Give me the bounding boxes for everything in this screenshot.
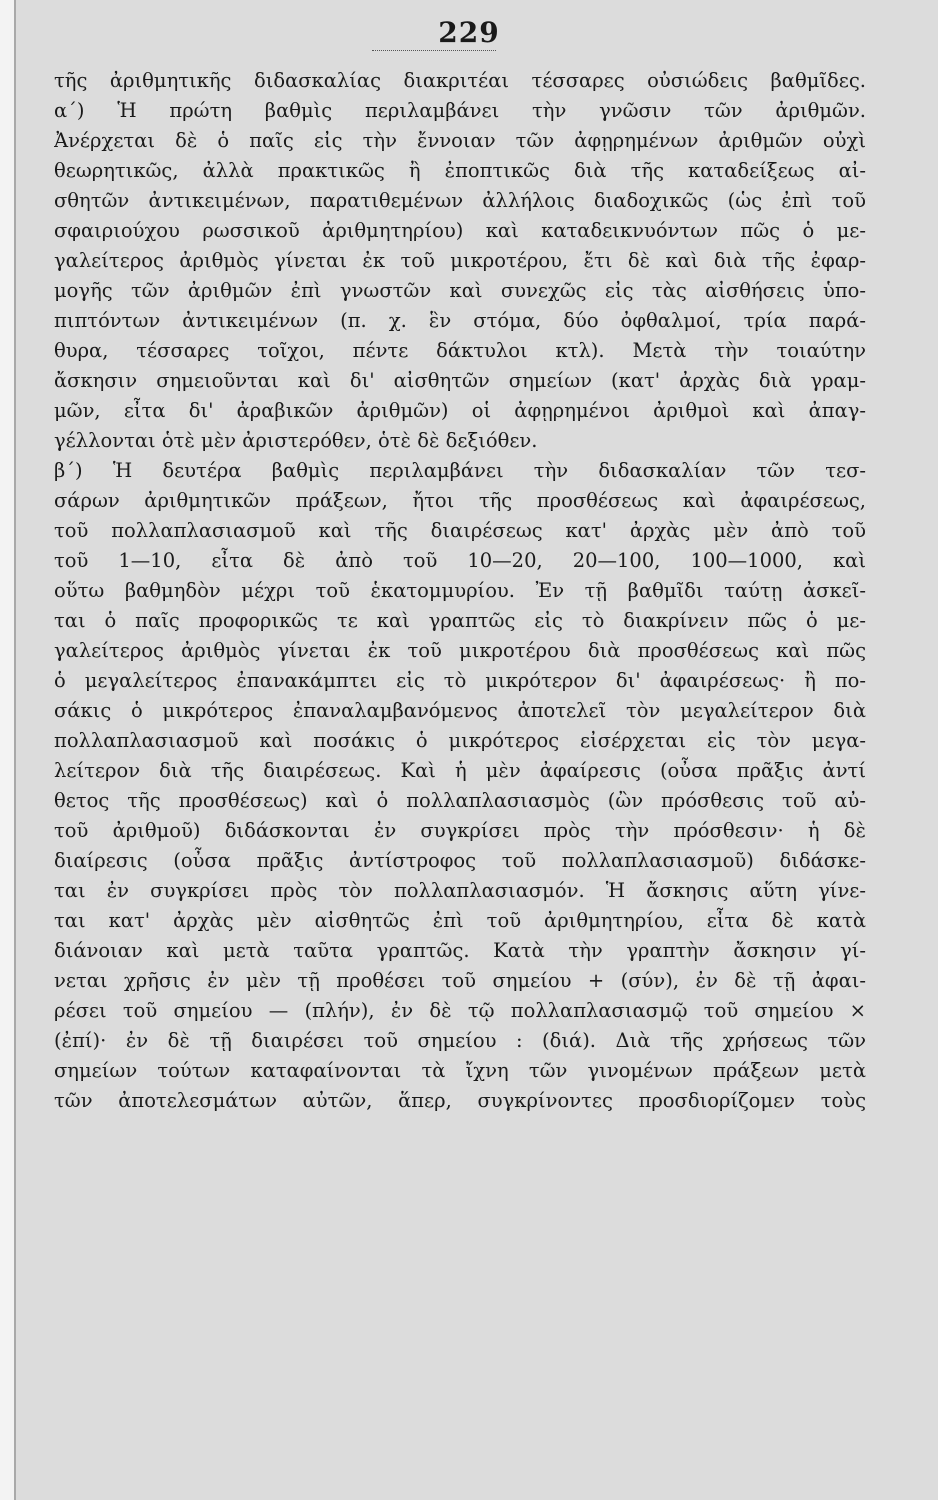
text-line: γαλείτερος ἀριθμὸς γίνεται ἐκ τοῦ μικροτέρου διὰ προσθέσεως καὶ πῶς xyxy=(54,639,866,662)
text-line: τοῦ 1—10, εἶτα δὲ ἀπὸ τοῦ 10—20, 20—100, 100—1000, καὶ xyxy=(54,549,866,572)
text-line: ται ὁ παῖς προφορικῶς τε καὶ γραπτῶς εἰς τὸ διακρίνειν πῶς ὁ με- xyxy=(54,609,866,632)
text-line: νεται χρῆσις ἐν μὲν τῇ προθέσει τοῦ σημείου + (σύν), ἐν δὲ τῇ ἀφαι- xyxy=(54,969,866,992)
text-line: σφαιριούχου ρωσσικοῦ ἀριθμητηρίου) καὶ καταδεικνυόντων πῶς ὁ με- xyxy=(54,219,866,242)
text-line: θυρα, τέσσαρες τοῖχοι, πέντε δάκτυλοι κτλ). Μετὰ τὴν τοιαύτην xyxy=(54,339,866,362)
text-line: πολλαπλασιασμοῦ καὶ ποσάκις ὁ μικρότερος εἰσέρχεται εἰς τὸν μεγα- xyxy=(54,729,866,752)
text-line: (ἐπί)· ἐν δὲ τῇ διαιρέσει τοῦ σημείου : (διά). Διὰ τῆς χρήσεως τῶν xyxy=(54,1029,866,1052)
text-line: τῶν ἀποτελεσμάτων αὐτῶν, ἅπερ, συγκρίνοντες προσδιορίζομεν τοὺς xyxy=(54,1089,866,1112)
text-line: λείτερον διὰ τῆς διαιρέσεως. Καὶ ἡ μὲν ἀφαίρεσις (οὖσα πρᾶξις ἀντί xyxy=(54,759,866,782)
page-edge xyxy=(0,0,16,1500)
text-line: σάκις ὁ μικρότερος ἐπαναλαμβανόμενος ἀποτελεῖ τὸν μεγαλείτερον διὰ xyxy=(54,699,866,722)
text-line: α΄) Ἡ πρώτη βαθμὶς περιλαμβάνει τὴν γνῶσιν τῶν ἀριθμῶν. xyxy=(54,99,866,122)
header-rule xyxy=(372,50,496,51)
text-line: γαλείτερος ἀριθμὸς γίνεται ἐκ τοῦ μικροτέρου, ἔτι δὲ καὶ διὰ τῆς ἐφαρ- xyxy=(54,249,866,272)
text-line: ὁ μεγαλείτερος ἐπανακάμπτει εἰς τὸ μικρότερον δι' ἀφαιρέσεως· ἢ πο- xyxy=(54,669,866,692)
text-line: ται ἐν συγκρίσει πρὸς τὸν πολλαπλασιασμόν. Ἡ ἄσκησις αὕτη γίνε- xyxy=(54,879,866,902)
text-line: τοῦ πολλαπλασιασμοῦ καὶ τῆς διαιρέσεως κατ' ἀρχὰς μὲν ἀπὸ τοῦ xyxy=(54,519,866,542)
page-number: 229 xyxy=(438,16,500,49)
text-line: ἄσκησιν σημειοῦνται καὶ δι' αἰσθητῶν σημείων (κατ' ἀρχὰς διὰ γραμ- xyxy=(54,369,866,392)
text-line: ται κατ' ἀρχὰς μὲν αἰσθητῶς ἐπὶ τοῦ ἀριθμητηρίου, εἶτα δὲ κατὰ xyxy=(54,909,866,932)
text-line: γέλλονται ὁτὲ μὲν ἀριστερόθεν, ὁτὲ δὲ δεξιόθεν. xyxy=(54,429,538,452)
text-line: θεωρητικῶς, ἀλλὰ πρακτικῶς ἢ ἐποπτικῶς διὰ τῆς καταδείξεως αἰ- xyxy=(54,159,866,182)
text-line: θετος τῆς προσθέσεως) καὶ ὁ πολλαπλασιασμὸς (ὢν πρόσθεσις τοῦ αὐ- xyxy=(54,789,866,812)
text-line: σημείων τούτων καταφαίνονται τὰ ἴχνη τῶν γινομένων πράξεων μετὰ xyxy=(54,1059,866,1082)
text-line: τοῦ ἀριθμοῦ) διδάσκονται ἐν συγκρίσει πρὸς τὴν πρόσθεσιν· ἡ δὲ xyxy=(54,819,866,842)
text-line: διάνοιαν καὶ μετὰ ταῦτα γραπτῶς. Κατὰ τὴν γραπτὴν ἄσκησιν γί- xyxy=(54,939,866,962)
text-line: οὕτω βαθμηδὸν μέχρι τοῦ ἑκατομμυρίου. Ἐν τῇ βαθμῖδι ταύτῃ ἀσκεῖ- xyxy=(54,579,866,602)
text-line: Ἀνέρχεται δὲ ὁ παῖς εἰς τὴν ἔννοιαν τῶν ἀφῃρημένων ἀριθμῶν οὐχὶ xyxy=(54,129,866,152)
body-text xyxy=(54,66,866,1116)
text-line: σάρων ἀριθμητικῶν πράξεων, ἤτοι τῆς προσθέσεως καὶ ἀφαιρέσεως, xyxy=(54,489,866,512)
text-line: μῶν, εἶτα δι' ἀραβικῶν ἀριθμῶν) οἱ ἀφῃρημένοι ἀριθμοὶ καὶ ἀπαγ- xyxy=(54,399,866,422)
text-line: σθητῶν ἀντικειμένων, παρατιθεμένων ἀλλήλοις διαδοχικῶς (ὡς ἐπὶ τοῦ xyxy=(54,189,866,212)
text-line: τῆς ἀριθμητικῆς διδασκαλίας διακριτέαι τέσσαρες οὐσιώδεις βαθμῖδες. xyxy=(54,69,866,92)
text-line: ρέσει τοῦ σημείου — (πλήν), ἐν δὲ τῷ πολλαπλασιασμῷ τοῦ σημείου × xyxy=(54,999,866,1022)
text-line: πιπτόντων ἀντικειμένων (π. χ. ἓν στόμα, δύο ὀφθαλμοί, τρία παρά- xyxy=(54,309,866,332)
text-line: μογῆς τῶν ἀριθμῶν ἐπὶ γνωστῶν καὶ συνεχῶς εἰς τὰς αἰσθήσεις ὑπο- xyxy=(54,279,866,302)
text-line: β΄) Ἡ δευτέρα βαθμὶς περιλαμβάνει τὴν διδασκαλίαν τῶν τεσ- xyxy=(54,459,866,482)
text-line: διαίρεσις (οὖσα πρᾶξις ἀντίστροφος τοῦ πολλαπλασιασμοῦ) διδάσκε- xyxy=(54,849,866,872)
